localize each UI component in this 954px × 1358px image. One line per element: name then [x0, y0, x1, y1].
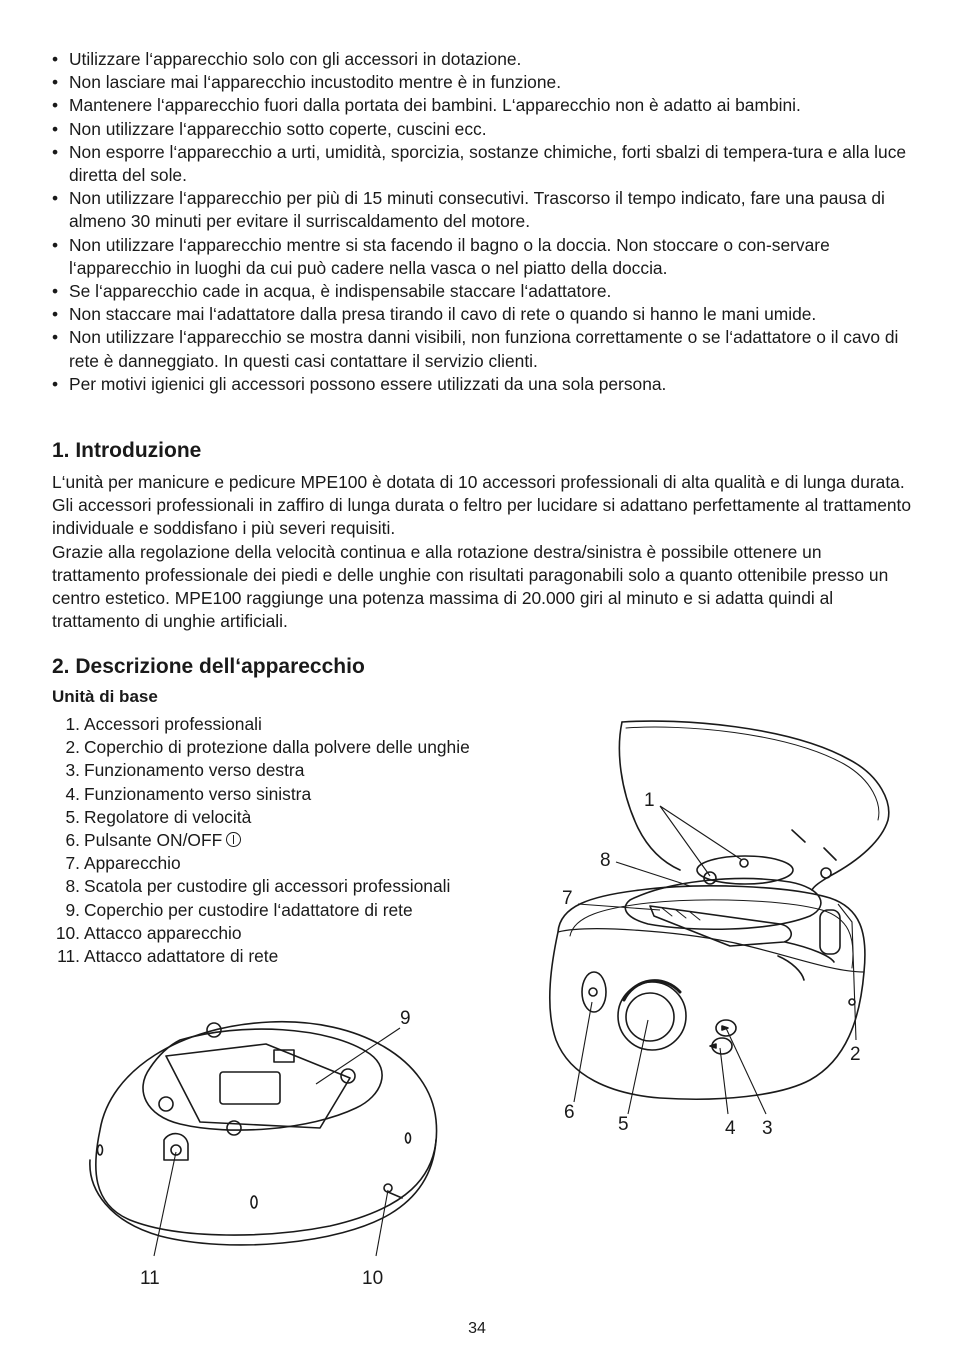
- intro-paragraph: Grazie alla regolazione della velocità continua e alla rotazione destra/sinistra è possibile ottenere un trattamento professionale dei piedi e delle unghie con risultati paragonabili solo a quanto ottenibile presso un centro estetico. MPE100 raggiunge una potenza massima di 20.000 giri al minuto e si adatta quindi al trattamento di unghie artificiali.: [52, 541, 889, 632]
- base-unit-subheading: Unità di base: [52, 687, 158, 706]
- callout-8: 8: [600, 850, 611, 871]
- device-port-cable: [388, 1192, 402, 1198]
- part-label: Attacco adattatore di rete: [84, 946, 279, 967]
- part-number: 3.: [65, 760, 80, 781]
- safety-bullet: • Non utilizzare l‘apparecchio per più di 15 minuti consecutivi. Trascorso il tempo indicato, fare una pausa di almeno 30 minuti per evitare il surriscaldamento del motore.: [52, 187, 912, 233]
- part-number: 1.: [65, 714, 80, 734]
- leader-3: [726, 1028, 766, 1114]
- part-label: Regolatore di velocità: [84, 806, 252, 827]
- parts-list-item: [52, 945, 572, 968]
- direction-arrows: [710, 1026, 728, 1048]
- callout-10: 10: [362, 1268, 384, 1289]
- part-number: 7.: [65, 853, 80, 874]
- callout-6: 6: [564, 1102, 575, 1123]
- parts-list-item: [52, 806, 572, 829]
- safety-bullet: • Se l‘apparecchio cade in acqua, è indispensabile staccare l‘adattatore.: [52, 280, 912, 303]
- safety-bullet: • Non esporre l‘apparecchio a urti, umidità, sporcizia, sostanze chimiche, forti sbalzi di tempera-tura e alla luce diretta del sole.: [52, 141, 912, 187]
- description-heading: 2. Descrizione dell‘apparecchio: [52, 655, 365, 678]
- vent-dot: [406, 1133, 411, 1143]
- part-label: Pulsante ON/OFF: [84, 830, 223, 851]
- callout-4: 4: [725, 1118, 736, 1139]
- leader-10: [376, 1190, 388, 1256]
- handpiece-cable: [785, 942, 834, 962]
- callout-2: 2: [850, 1044, 861, 1065]
- part-number: 8.: [65, 876, 80, 897]
- adapter-socket-housing: [164, 1134, 188, 1160]
- leader-5: [628, 1020, 648, 1114]
- lid-outline: [622, 721, 889, 890]
- part-label: Funzionamento verso destra: [84, 760, 305, 781]
- power-button: [582, 972, 606, 1012]
- part-label: Coperchio per custodire l‘adattatore di rete: [84, 899, 413, 920]
- safety-bullet-list: [52, 48, 912, 396]
- page-number: 34: [468, 1320, 486, 1337]
- part-label: Coperchio di protezione dalla polvere delle unghie: [84, 737, 470, 758]
- parts-list-item: [52, 713, 572, 736]
- safety-bullet: • Non utilizzare l‘apparecchio sotto coperte, cuscini ecc.: [52, 118, 912, 141]
- safety-bullet: • Utilizzare l‘apparecchio solo con gli accessori in dotazione.: [52, 48, 912, 71]
- rubber-foot: [159, 1097, 173, 1111]
- parts-list-item: [52, 875, 572, 898]
- speed-dial-ridges: [624, 981, 680, 1000]
- safety-bullet: • Non staccare mai l‘adattatore dalla presa tirando il cavo di rete o quando si hanno le mani umide.: [52, 303, 912, 326]
- cover-label-plate: [220, 1072, 280, 1104]
- parts-list-item: [52, 759, 572, 782]
- accessory-bit: [740, 859, 748, 867]
- part-label: Apparecchio: [84, 853, 181, 874]
- callout-1: 1: [644, 790, 655, 811]
- part-label: Accessori professionali: [84, 714, 262, 734]
- parts-list-item: [52, 852, 572, 875]
- callout-11: 11: [140, 1268, 160, 1289]
- lid-rim: [626, 727, 879, 820]
- parts-list-item: [52, 736, 572, 759]
- part-number: 6.: [65, 830, 80, 851]
- power-button-symbol: [589, 988, 597, 996]
- leader-8: [616, 862, 690, 886]
- power-icon: [226, 832, 241, 847]
- callout-3: 3: [762, 1118, 773, 1139]
- parts-list-item: [52, 829, 572, 852]
- callout-9: 9: [400, 1008, 411, 1029]
- device-body-rim: [570, 900, 853, 968]
- safety-bullet: • Per motivi igienici gli accessori possono essere utilizzati da una sola persona.: [52, 373, 912, 396]
- part-number: 4.: [65, 783, 80, 804]
- intro-paragraph: L‘unità per manicure e pedicure MPE100 è dotata di 10 accessori professionali di alta qualità e di lunga durata. Gli accessori professionali in zaffiro di lunga durata o feltro per lucidare si adattano perfettamente al trattamento individuale e soddisfano i più severi requisiti.: [52, 472, 912, 539]
- part-number: 2.: [65, 737, 80, 758]
- leader-7: [578, 904, 660, 910]
- part-label: Attacco apparecchio: [84, 922, 242, 943]
- safety-bullet: • Non lasciare mai l‘apparecchio incustodito mentre è in funzione.: [52, 71, 912, 94]
- part-number: 9.: [65, 899, 80, 920]
- part-label: Funzionamento verso sinistra: [84, 783, 312, 804]
- parts-list-item: [52, 783, 572, 806]
- leader-11: [154, 1152, 176, 1256]
- device-underside-illustration: [70, 1000, 450, 1300]
- device-front-illustration: [530, 710, 910, 1150]
- leader-4: [720, 1048, 728, 1114]
- parts-list-item: [52, 922, 572, 945]
- callout-7: 7: [562, 888, 573, 909]
- lid-clips: [792, 830, 836, 860]
- part-number: 10.: [55, 922, 80, 943]
- vent-dot: [251, 1196, 257, 1208]
- underside-base: [90, 1140, 436, 1245]
- part-label: Scatola per custodire gli accessori professionali: [84, 876, 451, 897]
- vent-dot: [98, 1145, 103, 1155]
- device-face-top: [558, 929, 864, 972]
- leader-6: [574, 1002, 592, 1102]
- intro-heading: 1. Introduzione: [52, 439, 202, 462]
- parts-list: [52, 713, 572, 968]
- part-number: 5.: [65, 806, 80, 827]
- parts-list-item: [52, 899, 572, 922]
- safety-bullet: • Non utilizzare l‘apparecchio se mostra danni visibili, non funziona correttamente o se l‘adattatore o il cavo di rete è danneggiato. In questi casi contattare il servizio clienti.: [52, 326, 912, 372]
- safety-bullet: • Mantenere l‘apparecchio fuori dalla portata dei bambini. L‘apparecchio non è adatto ai bambini.: [52, 94, 912, 117]
- intro-body: [52, 471, 912, 633]
- accessory-bit: [821, 868, 831, 878]
- part-number: 11.: [57, 946, 80, 967]
- callout-5: 5: [618, 1114, 629, 1135]
- accessory-dish: [697, 856, 793, 884]
- speed-dial-knob: [626, 993, 674, 1041]
- safety-bullet: • Non utilizzare l‘apparecchio mentre si sta facendo il bagno o la doccia. Non stoccare o con-servare l‘apparecchio in luoghi da cui può cadere nella vasca o nel piatto della doccia.: [52, 234, 912, 280]
- adapter-cover: [166, 1044, 350, 1128]
